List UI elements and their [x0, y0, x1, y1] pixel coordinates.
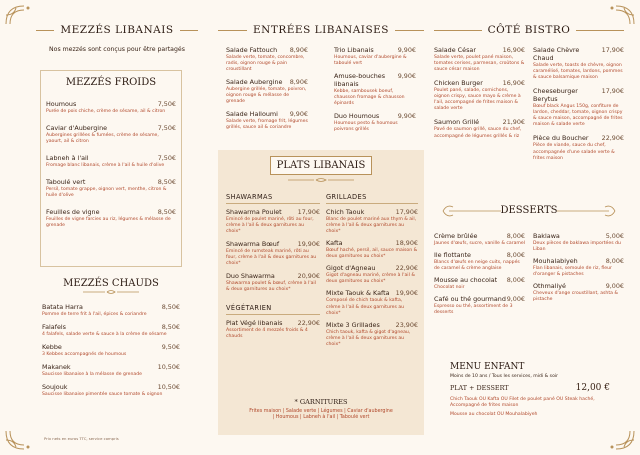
menu-item-header [533, 87, 624, 103]
menu-item-header [434, 46, 525, 54]
desserts-block [434, 198, 624, 320]
mezzes-section-title [36, 20, 198, 40]
menu-item-name: Ile flottante [434, 251, 471, 260]
mezzes-chauds-block [40, 278, 182, 403]
menu-item-price: 5,00€ [605, 232, 624, 240]
menu-item-description: Salade verte, toasts de chèvre, oignon caramélisé, tomates, lardons, pommes & sauce balsamique maison [533, 63, 623, 81]
menu-item-price: 23,90€ [395, 320, 418, 329]
mezzes-chauds-title: MEZZÉS CHAUDS [63, 278, 159, 289]
menu-item-description: Salade verte, fromage frit, légumes grillés, sauce ail & coriandre [226, 119, 308, 131]
menu-item [326, 239, 418, 260]
menu-item-description: Kebbe, sambousek boeuf, chausson fromage & chausson épinards [334, 89, 405, 107]
menu-item-price: 9,00€ [506, 295, 525, 304]
menu-item-name: Salade Halloumi [226, 110, 278, 119]
menu-item-price: 21,90€ [502, 118, 525, 127]
menu-item-description: Saucisse libanaise à la mélasse de grenade [42, 372, 142, 378]
menu-item-name: Shawarma Poulet [226, 208, 282, 216]
menu-item [226, 46, 308, 73]
menu-item-price: 8,00€ [506, 232, 525, 240]
menu-item-price: 8,00€ [506, 251, 525, 260]
menu-item-description: Emincé de rumsteak mariné, rôti au four, crème à l'ail & deux garnitures au choix* [226, 249, 317, 267]
menu-item [226, 110, 308, 131]
menu-item [42, 363, 180, 378]
entrees-left-list [218, 46, 316, 138]
menu-item-name: Salade Fattouch [226, 46, 278, 54]
menu-item-description: Blanc de poulet mariné aux thym & ail, crème à l'ail & deux garnitures au choix* [326, 217, 417, 235]
menu-item [533, 282, 624, 303]
menu-item-name: Baklawa [533, 232, 560, 240]
bistro-block [434, 20, 624, 168]
mezzes-froids-block [46, 77, 176, 239]
menu-item-description: Aubergine grillée, tomate, poivron, oignon rouge & mélasse de grenade [226, 87, 307, 105]
menu-item-description: Fromage blanc libanais, crème à l'ail & huile d'olive [46, 163, 165, 169]
menu-item-header [434, 276, 525, 284]
menu-item [533, 46, 624, 81]
menu-item-name: Saumon Grillé [434, 118, 480, 127]
menu-item-description: 4 falafels, salade verte & sauce à la crème de sésame [42, 332, 167, 338]
menu-item [533, 87, 624, 128]
menu-item-price: 8,90€ [289, 78, 308, 87]
menu-item [434, 232, 525, 247]
menu-item-name: Falafels [42, 323, 66, 332]
menu-item-description: Poulet pané, salade, cornichons, oignon crispy, sauce mayo & crème à l'ail, accompagné de frites maison & salade verte [434, 88, 521, 112]
menu-item-name: Pièce du Boucher [533, 134, 589, 143]
menu-item [46, 100, 176, 115]
menu-item-header [334, 112, 416, 120]
menu-item-header [46, 208, 176, 216]
mezzes-froids-list [46, 100, 176, 230]
menu-item-header [434, 118, 525, 126]
menu-item-description: Composé de chich taouk & kafta, crème à l'ail & deux garnitures au choix* [326, 298, 405, 316]
menu-item-description: Shawarma poulet & bœuf, crème à l'ail & deux garnitures au choix* [226, 281, 316, 293]
menu-item-price: 20,90€ [297, 272, 320, 281]
menu-item-name: Shawarma Bœuf [226, 240, 280, 249]
menu-item-name: Othmaliyé [533, 282, 566, 291]
menu-item-name: Feuilles de vigne [46, 208, 100, 217]
menu-item-description: Cheveux d'ange croustillant, ashta & pistache [533, 291, 618, 303]
mezzes-column [36, 0, 198, 53]
menu-item-description: Gigot d'agneau mariné, crème à l'ail & deux garnitures au choix* [326, 273, 415, 285]
menu-item-description: Houmous pesto & houmous poivrons grillés [334, 121, 398, 133]
menu-item [42, 343, 180, 358]
menu-item-description: Bœuf haché, persil, ail, sauce maison & deux garnitures au choix* [326, 248, 418, 260]
menu-item-name: Duo Shawarma [226, 272, 275, 281]
menu-item-price: 10,50€ [157, 363, 180, 372]
menu-item [42, 303, 180, 318]
menu-item [46, 178, 176, 199]
garnitures-block [226, 398, 416, 422]
menu-item-description: Pomme de terre frit à l'ail, épices & coriandre [42, 312, 147, 317]
menu-item-name: Labneh à l'ail [46, 154, 89, 163]
menu-item [434, 46, 525, 73]
menu-item-price: 17,90€ [297, 208, 320, 216]
menu-item-description: Houmous, caviar d'aubergine & taboulé vert [334, 55, 407, 67]
menu-item [226, 272, 320, 293]
menu-item-header [434, 79, 525, 87]
menu-item-name: Makanek [42, 363, 71, 372]
menu-item-header [226, 272, 320, 280]
menu-item-name: Salade César [434, 46, 476, 54]
menu-item-header [226, 46, 308, 54]
menu-item-description: Salade verte, tomate, concombre, radis, oignon rouge & pain croustillant [226, 55, 305, 73]
menu-enfant-dessert: Mousse au chocolat OU Mouhalabiyeh [450, 412, 538, 418]
menu-item [434, 295, 525, 316]
menu-item-price: 9,90€ [289, 110, 308, 119]
menu-item-header [434, 251, 525, 259]
menu-item-header [533, 134, 624, 142]
menu-item-name: Mixte Taouk & Kafta [326, 289, 390, 298]
menu-item-header [46, 154, 176, 162]
menu-item-price: 22,90€ [297, 318, 320, 327]
menu-item-name: Taboulé vert [46, 178, 86, 187]
menu-item-name: Kebbe [42, 343, 62, 352]
menu-item [326, 264, 418, 285]
menu-item-price: 8,50€ [161, 303, 180, 311]
desserts-left-list [434, 232, 525, 320]
menu-item-header [226, 208, 320, 216]
menu-item [434, 251, 525, 272]
menu-item [326, 289, 418, 316]
shawarmas-block [226, 193, 320, 344]
menu-item-price: 17,90€ [395, 208, 418, 216]
menu-item-name: Kafta [326, 239, 343, 248]
menu-item-description: Salade verte, poulet pané maison, tomates cerises, parmesan, croûtons & sauce césar maison [434, 55, 525, 73]
menu-item [226, 208, 320, 235]
menu-item-price: 8,00€ [506, 276, 525, 285]
menu-item [42, 323, 180, 338]
menu-item-price: 18,90€ [395, 239, 418, 248]
menu-item [46, 154, 176, 169]
menu-item-price: 16,90€ [502, 79, 525, 88]
menu-item [46, 208, 176, 229]
shawarmas-list [226, 208, 320, 294]
menu-item-description: Aubergines grillées & fumées, crème de sésame, yaourt, ail & citron [46, 133, 159, 145]
bistro-left-list [434, 46, 525, 168]
desserts-title: DESSERTS [500, 205, 558, 216]
menu-enfant-formula: PLAT + DESSERT [450, 384, 509, 392]
menu-item-price: 17,90€ [601, 87, 624, 96]
mezzes-froids-title: MEZZÉS FROIDS [65, 77, 157, 88]
menu-item-name: Crème brûlée [434, 232, 478, 240]
menu-item-header [434, 295, 525, 303]
desserts-right-list [533, 232, 624, 320]
menu-item-price: 7,50€ [157, 154, 176, 163]
bistro-section-title [434, 20, 624, 40]
menu-enfant-price: 12,00 € [575, 383, 610, 393]
menu-item [46, 124, 176, 145]
menu-item-description: Espresso ou thé, assortiment de 3 desserts [434, 304, 513, 316]
grillades-block [326, 193, 418, 352]
menu-item-description: Feuilles de vigne farcies au riz, légumes & mélasse de grenade [46, 217, 171, 229]
menu-item-description: 3 Kebbes accompagnés de houmous [42, 352, 127, 358]
menu-item-price: 9,00€ [605, 282, 624, 291]
menu-item-header [226, 110, 308, 118]
menu-item [326, 208, 418, 235]
menu-item-name: Salade Aubergine [226, 78, 283, 87]
menu-item-description: Bœuf black Angus 150g, confiture de lardon, cheddar, tomate, oignon crispy & sauce maison, accompagné de frites maison & salade verte [533, 104, 623, 128]
menu-item-price: 16,90€ [502, 46, 525, 54]
menu-item-name: Amuse-bouches libanais [334, 72, 386, 89]
menu-item-header [226, 78, 308, 86]
grillades-title: GRILLADES [326, 193, 418, 204]
menu-item [226, 319, 320, 340]
bistro-right-list [533, 46, 624, 168]
mezzes-chauds-list [40, 303, 182, 398]
menu-item-description: Assortiment de 4 mezzés froids & 4 chauds [226, 327, 308, 339]
menu-item-price: 19,90€ [297, 240, 320, 249]
menu-item-name: Trio Libanais [334, 46, 374, 54]
corner-ornament-bottom-right [598, 429, 636, 451]
menu-enfant-options: Chich Taouk OU Kafta OU Filet de poulet pané OU Steak haché, Accompagné de frites maison [450, 397, 595, 409]
vegetarien-title: VÉGÉTARIEN [226, 304, 320, 315]
menu-item-name: Mouhalabiyeh [533, 257, 578, 266]
menu-item-name: Cheeseburger Berytus [533, 87, 578, 104]
menu-item-price: 8,90€ [289, 46, 308, 54]
menu-item-name: Gigot d'Agneau [326, 264, 376, 273]
menu-item-header [46, 100, 176, 108]
menu-item-price: 7,50€ [157, 100, 176, 108]
menu-item [334, 112, 416, 133]
menu-item [42, 383, 180, 398]
menu-item-name: Caviar d'Aubergine [46, 124, 108, 133]
menu-item-price: 22,90€ [601, 134, 624, 143]
menu-item-header [326, 289, 418, 297]
menu-item-name: Mousse au chocolat [434, 276, 498, 285]
menu-item-name: Salade Chèvre Chaud [533, 46, 580, 62]
corner-ornament-bottom-left [4, 429, 42, 451]
entrees-section-title [218, 20, 424, 40]
menu-item [533, 134, 624, 161]
menu-item-header [533, 232, 624, 240]
bistro-title-text: CÔTÉ BISTRO [482, 24, 577, 36]
menu-item [326, 321, 418, 348]
price-footnote: Prix nets en euros TTC, service compris [44, 436, 119, 441]
menu-item-header [533, 257, 624, 265]
menu-item-description: Purée de pois chiche, crème de sésame, ail & citron [46, 109, 166, 114]
menu-item-description: Flan libanais, semoule de riz, fleur d'oranger & pistaches [533, 266, 612, 278]
menu-enfant-block [450, 362, 610, 417]
menu-item-header [326, 321, 418, 329]
menu-item-description: Chocolat noir [434, 285, 465, 291]
entrees-title-text: ENTRÉES LIBANAISES [247, 24, 395, 36]
grillades-list [326, 208, 418, 348]
menu-item-name: Duo Houmous [334, 112, 380, 121]
menu-item-price: 7,50€ [157, 124, 176, 133]
menu-item-header [42, 383, 180, 391]
menu-item-price: 10,50€ [157, 383, 180, 392]
mezzes-title-text: MEZZÉS LIBANAIS [54, 24, 179, 36]
menu-item-header [326, 264, 418, 272]
menu-item-description: Pavé de saumon grillé, sauce du chef, accompagné de légumes grillés & riz [434, 127, 522, 139]
menu-item [226, 240, 320, 267]
menu-item-name: Soujouk [42, 383, 68, 392]
menu-item [434, 79, 525, 112]
menu-item-description: Pièce de viande, sauce du chef, accompagnée d'une salade verte & frites maison [533, 143, 615, 161]
menu-item [533, 257, 624, 278]
menu-item-header [42, 363, 180, 371]
menu-item-price: 8,50€ [161, 323, 180, 332]
menu-item-price: 8,00€ [605, 257, 624, 266]
menu-item-header [334, 72, 416, 88]
garnitures-title: * GARNITURES [294, 398, 348, 406]
menu-item-header [226, 319, 320, 327]
menu-item-price: 9,50€ [161, 343, 180, 352]
menu-item [434, 276, 525, 291]
menu-item-price: 8,50€ [157, 178, 176, 187]
menu-item-price: 17,90€ [601, 46, 624, 54]
menu-item-header [533, 46, 624, 62]
menu-item [533, 232, 624, 253]
menu-item [334, 46, 416, 67]
menu-item-price: 19,90€ [395, 289, 418, 298]
menu-item-description: Deux pièces de baklawa importées du Liban [533, 241, 621, 253]
menu-item [334, 72, 416, 107]
menu-item-header [42, 303, 180, 311]
mezzes-subtitle: Nos mezzés sont conçus pour être partagés [49, 46, 185, 53]
menu-item-name: Mixte 3 Grillades [326, 320, 380, 329]
menu-item-price: 22,90€ [395, 264, 418, 273]
menu-enfant-subtitle: Moins de 10 ans / Tous les services, midi & soir [450, 374, 559, 379]
menu-item-name: Houmous [46, 100, 77, 108]
menu-item-price: 9,90€ [397, 46, 416, 54]
menu-item-description: Emincé de poulet mariné, rôti au four, crème à l'ail & deux garnitures au choix* [226, 217, 314, 235]
menu-item [434, 118, 525, 139]
menu-item-price: 8,50€ [157, 208, 176, 217]
menu-item-header [46, 178, 176, 186]
vegetarien-list [226, 319, 320, 340]
entrees-block [218, 20, 424, 138]
menu-item-header [326, 208, 418, 216]
plats-flourish-icon [286, 177, 356, 183]
entrees-right-list [326, 46, 424, 138]
menu-item-header [42, 343, 180, 351]
menu-item-description: Jaunes d'œufs, sucre, vanille & caramel [434, 241, 525, 246]
menu-item-price: 9,90€ [397, 72, 416, 81]
menu-item-name: Chich Taouk [326, 208, 365, 216]
menu-item-name: Batata Harra [42, 303, 83, 311]
shawarmas-title: SHAWARMAS [226, 193, 320, 204]
garnitures-text: Frites maison | Salade verte | Légumes | Caviar d'aubergine | Houmous | Labneh à l'ail | Taboulé vert [249, 409, 393, 421]
menu-item-header [46, 124, 176, 132]
menu-item-description: Saucisse libanaise pimentée sauce tomate & oignon [42, 392, 163, 398]
menu-enfant-title: MENU ENFANT [450, 362, 525, 372]
menu-item-header [533, 282, 624, 290]
menu-item-header [226, 240, 320, 248]
menu-item-name: Plat Végé libanais [226, 318, 283, 327]
menu-item-header [326, 239, 418, 247]
flourish-divider-icon [81, 289, 141, 295]
menu-item-name: Café ou thé gourmand [434, 295, 506, 304]
menu-item-price: 9,90€ [397, 112, 416, 121]
menu-item-header [434, 232, 525, 240]
menu-item-header [42, 323, 180, 331]
menu-item [226, 78, 308, 105]
menu-item-description: Blancs d'œufs en neige cuits, nappés de caramel & crème anglaise [434, 260, 520, 272]
plats-title: PLATS LIBANAIS [270, 156, 372, 175]
menu-item-name: Chicken Burger [434, 79, 483, 88]
menu-item-description: Persil, tomate grappe, oignon vert, menthe, citron & huile d'olive [46, 187, 167, 199]
menu-item-description: Chich taouk, kafta & gigot d'agneau, crème à l'ail & deux garnitures au choix* [326, 329, 411, 347]
menu-item-header [334, 46, 416, 54]
